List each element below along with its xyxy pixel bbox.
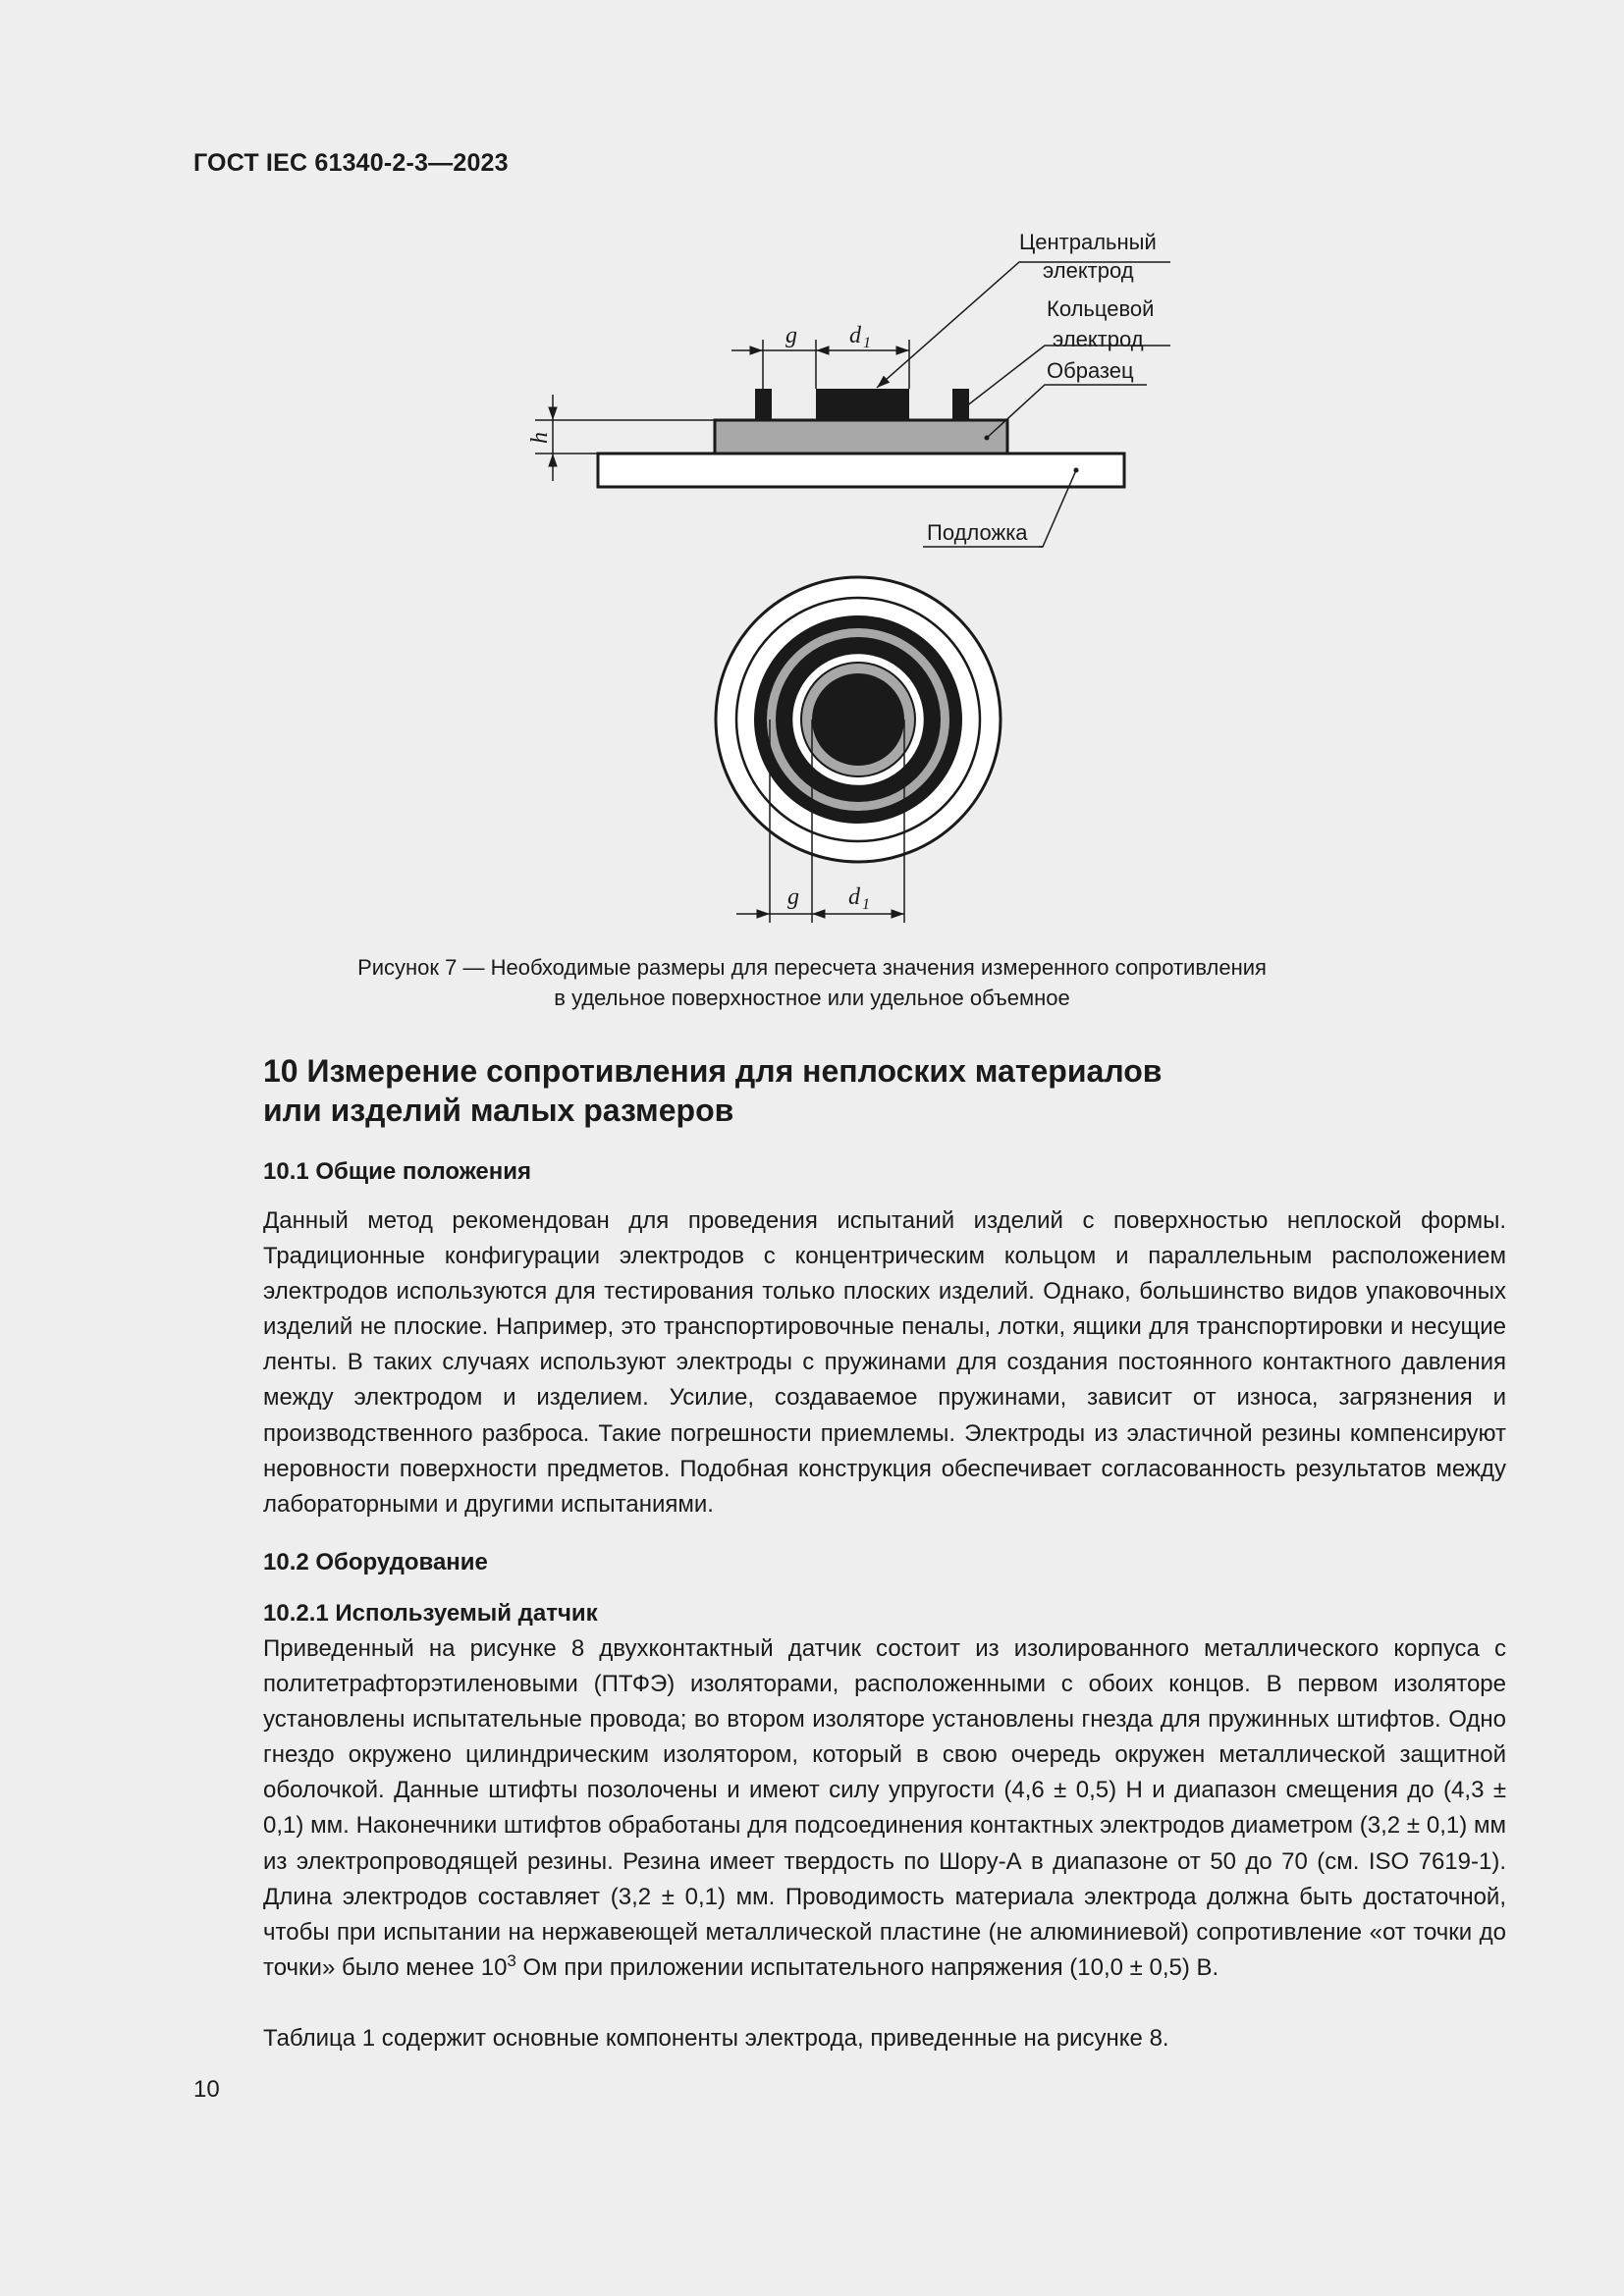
page-number: 10 (193, 2076, 220, 2103)
central-electrode-label-1: Центральный (1019, 230, 1157, 254)
subsection-10-2-1: 10.2.1 Используемый датчик (263, 1600, 598, 1627)
section-title: 10 Измерение сопротивления для неплоских материалов или изделий малых размеров (263, 1053, 1163, 1128)
paragraph-general: Данный метод рекомендован для проведения испытаний изделий с поверхностью неплоской формы. Традиционные конфигурации электродов с концентрическим кольцом и параллельным расположением электродов используются для тестирования только плоских изделий. Однако, большинство видов упаковочных изделий не плоские. Например, это транспортировочные пеналы, лотки, ящики для транспортировки и несущие ленты. В таких случаях используют электроды с пружинами для создания постоянного контактного давления между электродом и изделием. Усилие, создаваемое пружинами, зависит от износа, загрязнения и производственного разброса. Такие погрешности приемлемы. Электроды из эластичной резины компенсируют неровности поверхности предметов. Подобная конструкция обеспечивает согласованность результатов между лабораторными и другими испытаниями. (263, 1207, 1506, 1518)
paragraph-sensor: Приведенный на рисунке 8 двухконтактный датчик состоит из изолированного металлического корпуса с политетрафторэтиленовыми (ПТФЭ) изоляторами, расположенными с обоих концов. В первом изоляторе установлены испытательные провода; во втором изоляторе установлены гнезда для пружинных штифтов. Одно гнездо окружено цилиндрическим изолятором, который в свою очередь окружен металлической защитной оболочкой. Данные штифты позолочены и имеют силу упругости (4,6 ± 0,5) Н и диапазон смещения до (4,3 ± 0,1) мм. Наконечники штифтов обработаны для подсоединения контактных электродов диаметром (3,2 ± 0,1) мм из электропроводящей резины. Резина имеет твердость по Шору-А в диапазоне от 50 до 70 (см. ISO 7619-1). Длина электродов составляет (3,2 ± 0,1) мм. Проводимость материала электрода должна быть достаточной, чтобы при испытании на нержавеющей металлической пластине (не алюминиевой) сопротивление «от точки до точки» было менее $10^3$ Ом при приложении испытательного напряжения (10,0 ± 0,5) В. (263, 1635, 1506, 1981)
subsection-10-1: 10.1 Общие положения (263, 1158, 532, 1185)
svg-text:1: 1 (863, 335, 871, 351)
substrate-shape (598, 454, 1124, 487)
g-label-bottom: g (787, 884, 799, 910)
h-label: h (527, 432, 553, 444)
d-label-top: d (849, 323, 861, 348)
d-label-bottom: d (848, 884, 860, 910)
central-electrode-label-2: электрод (1043, 258, 1134, 283)
ring-electrode-left (755, 389, 772, 420)
g-label-top: g (785, 323, 797, 348)
side-view (527, 230, 1170, 547)
ring-electrode-label-2: электрод (1053, 327, 1144, 351)
svg-text:1: 1 (862, 896, 870, 913)
document-header: ГОСТ IEC 61340-2-3—2023 (193, 149, 509, 177)
ring-electrode-label-1: Кольцевой (1047, 296, 1155, 321)
sample-label: Образец (1047, 358, 1134, 383)
subsection-10-2: 10.2 Оборудование (263, 1549, 488, 1575)
figure-7 (0, 0, 1624, 942)
sample-shape (715, 420, 1007, 454)
figure-caption: Рисунок 7 — Необходимые размеры для пересчета значения измеренного сопротивления в удельное поверхностное или удельное объемное (357, 955, 1267, 1010)
paragraph-table-ref: Таблица 1 содержит основные компоненты электрода, приведенные на рисунке 8. (263, 2025, 1169, 2052)
top-view (716, 577, 1001, 923)
ring-electrode-right (952, 389, 969, 420)
substrate-label: Подложка (927, 520, 1028, 545)
central-electrode (816, 389, 909, 420)
